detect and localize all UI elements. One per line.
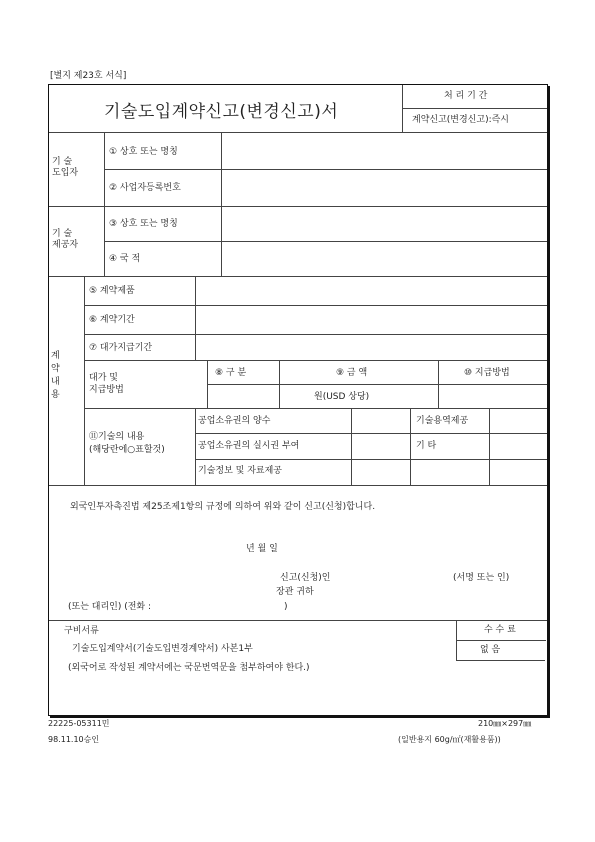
contract-product-label: ⑤ 계약제품 <box>89 286 135 296</box>
processing-period-header: 처 리 기 간 <box>444 91 488 101</box>
payment-label-a: 대가 및 <box>89 373 118 383</box>
currency-note: 원(USD 상당) <box>314 392 370 402</box>
processing-period-value: 계약신고(변경신고):즉시 <box>412 115 509 125</box>
column-category-header: ⑧ 구 분 <box>215 368 247 378</box>
importer-label-bottom: 도입자 <box>52 168 79 178</box>
footer-paper: (일반용지 60g/㎡(재활용품)) <box>398 735 501 744</box>
footer-approval: 98.11.10승인 <box>48 735 100 744</box>
provider-country-label: ④ 국 적 <box>109 254 141 264</box>
fee-header: 수 수 료 <box>484 625 516 635</box>
documents-line1: 기술도입계약서(기술도입변경계약서) 사본1부 <box>72 644 253 654</box>
importer-name-field[interactable] <box>223 134 545 168</box>
tech-item-other: 기 타 <box>416 441 437 451</box>
tech-item-service: 기술용역제공 <box>416 416 469 426</box>
mark-information-field[interactable] <box>353 461 409 484</box>
provider-label-bottom: 제공자 <box>52 240 79 250</box>
agent-close: ) <box>284 602 288 612</box>
tech-content-label-b: (해당란에○표할것) <box>89 445 165 455</box>
importer-registration-label: ② 사업자등록번호 <box>109 183 181 193</box>
contract-period-field[interactable] <box>197 307 545 333</box>
importer-registration-field[interactable] <box>223 171 545 205</box>
payment-label-b: 지급방법 <box>89 385 124 395</box>
importer-label-top: 기 술 <box>52 157 73 167</box>
tech-item-license: 공업소유권의 실시권 부여 <box>198 441 300 451</box>
category-field[interactable] <box>209 386 277 407</box>
provider-label-top: 기 술 <box>52 229 73 239</box>
provider-country-field[interactable] <box>223 243 545 275</box>
tech-item-information: 기술정보 및 자료제공 <box>198 466 282 476</box>
footer-size: 210㎜×297㎜ <box>478 719 532 728</box>
tech-content-label-a: ⑪기술의 내용 <box>89 432 145 442</box>
documents-line2: (외국어로 작성된 계약서에는 국문번역문을 첨부하여야 한다.) <box>68 663 310 673</box>
provider-name-label: ③ 상호 또는 명칭 <box>109 219 178 229</box>
column-amount-header: ⑨ 금 액 <box>336 368 368 378</box>
tech-item-transfer: 공업소유권의 양수 <box>198 416 271 426</box>
sign-label: (서명 또는 인) <box>453 573 510 583</box>
mark-license-field[interactable] <box>353 435 409 458</box>
mark-other-field[interactable] <box>491 435 545 458</box>
column-payment-method-header: ⑩ 지급방법 <box>464 368 510 378</box>
applicant-label: 신고(신청)인 <box>280 573 331 583</box>
provider-name-field[interactable] <box>223 208 545 240</box>
fee-value: 없 음 <box>480 645 501 655</box>
payment-period-field[interactable] <box>197 336 545 359</box>
agent-label: (또는 대리인) (전화 : <box>68 602 152 612</box>
form-number-label: [별지 제23호 서식] <box>50 71 127 81</box>
payment-period-label: ⑦ 대가지급기간 <box>89 343 153 353</box>
date-line: 년 월 일 <box>246 544 278 554</box>
contract-side-label: 계 약 내 용 <box>51 351 60 400</box>
contract-product-field[interactable] <box>197 278 545 304</box>
declaration-text: 외국인투자촉진법 제25조제1항의 규정에 의하여 위와 같이 신고(신청)합니다. <box>70 502 376 512</box>
contract-period-label: ⑥ 계약기간 <box>89 315 135 325</box>
mark-service-field[interactable] <box>491 410 545 432</box>
form-title: 기술도입계약신고(변경신고)서 <box>104 102 339 122</box>
documents-header: 구비서류 <box>64 626 99 636</box>
recipient-label: 장관 귀하 <box>276 587 314 597</box>
importer-name-label: ① 상호 또는 명칭 <box>109 147 178 157</box>
payment-method-field[interactable] <box>440 386 545 407</box>
footer-code: 22225-05311민 <box>48 719 110 728</box>
mark-transfer-field[interactable] <box>353 410 409 432</box>
